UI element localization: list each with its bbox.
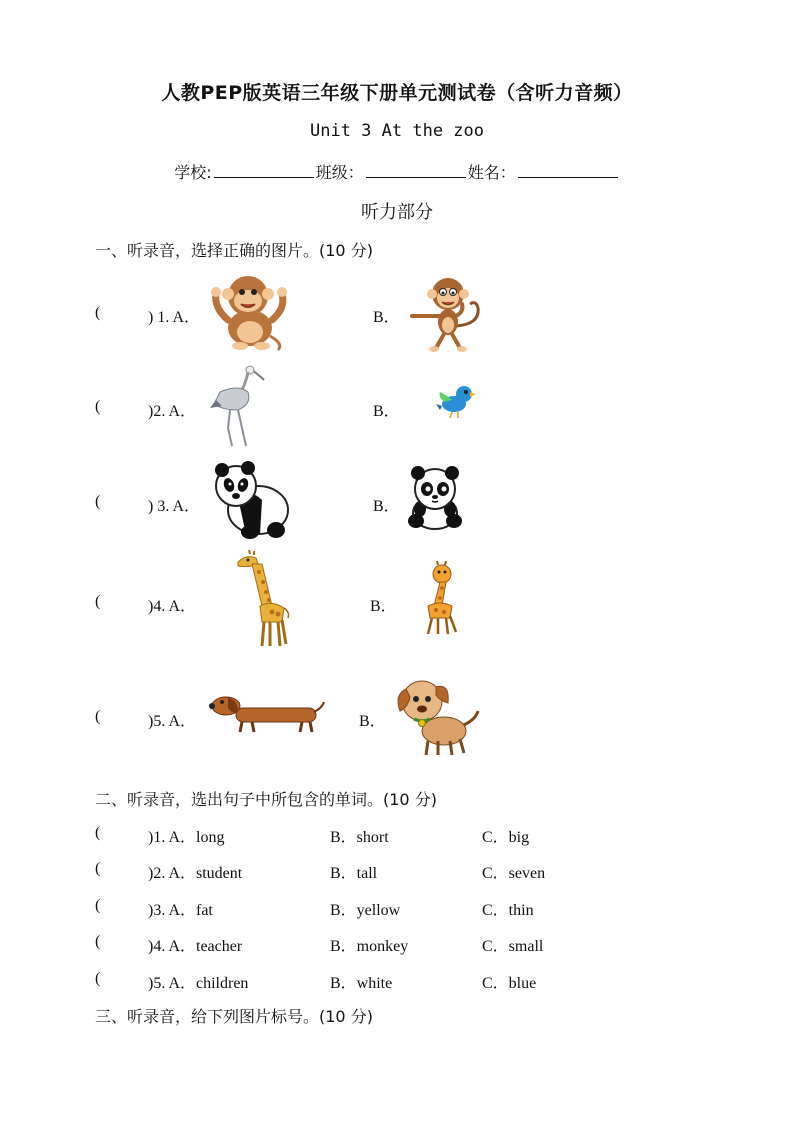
class-label: 班级： xyxy=(315,163,364,182)
word-option-b: B．white xyxy=(330,975,393,992)
word-option-c: C．thin xyxy=(482,902,534,919)
word-option-a: )2. A．student xyxy=(148,865,243,882)
answer-paren[interactable]: ( xyxy=(95,860,101,877)
giraffe-tall-image[interactable] xyxy=(232,550,302,648)
answer-paren[interactable]: ( xyxy=(95,824,101,841)
school-blank[interactable] xyxy=(214,163,314,178)
word-option-c: C．small xyxy=(482,938,544,955)
answer-paren[interactable]: ( xyxy=(95,398,101,415)
word-option-a: )5. A．children xyxy=(148,975,249,992)
word-option-a: )1. A．long xyxy=(148,829,225,846)
listening-part-title: 听力部分 xyxy=(361,202,433,223)
word-option-b: B．yellow xyxy=(330,902,401,919)
page-title: 人教PEP版英语三年级下册单元测试卷（含听力音频） xyxy=(161,82,633,104)
word-option-c: C．blue xyxy=(482,975,537,992)
section1-heading: 一、听录音，选择正确的图片。(10 分) xyxy=(95,241,373,260)
school-label: 学校: xyxy=(174,163,212,182)
word-option-b: B．monkey xyxy=(330,938,409,955)
answer-paren[interactable]: ( xyxy=(95,304,101,321)
class-blank[interactable] xyxy=(366,163,466,178)
name-label: 姓名： xyxy=(467,163,516,182)
word-option-a: )4. A．teacher xyxy=(148,938,243,955)
option-b-label: B． xyxy=(373,498,400,515)
dog-long-image[interactable] xyxy=(208,690,326,738)
crane-tall-image[interactable] xyxy=(208,362,266,448)
answer-paren[interactable]: ( xyxy=(95,933,101,950)
option-b-label: B． xyxy=(370,598,397,615)
question-number: ) 1. A． xyxy=(148,309,201,326)
question-number: )4. A． xyxy=(148,598,197,615)
answer-paren[interactable]: ( xyxy=(95,897,101,914)
dog-short-image[interactable] xyxy=(392,675,480,757)
section3-heading: 三、听录音，给下列图片标号。(10 分) xyxy=(95,1007,373,1026)
question-number: )5. A． xyxy=(148,713,197,730)
answer-paren[interactable]: ( xyxy=(95,593,101,610)
giraffe-short-image[interactable] xyxy=(412,562,468,636)
section2-heading: 二、听录音，选出句子中所包含的单词。(10 分) xyxy=(95,790,437,809)
word-option-b: B．tall xyxy=(330,865,378,882)
answer-paren[interactable]: ( xyxy=(95,493,101,510)
panda-big-image[interactable] xyxy=(210,458,290,540)
panda-small-image[interactable] xyxy=(404,465,466,531)
monkey-fat-image[interactable] xyxy=(206,270,290,352)
word-option-b: B．short xyxy=(330,829,389,846)
bird-small-image[interactable] xyxy=(436,380,476,420)
option-b-label: B． xyxy=(373,309,400,326)
option-b-label: B． xyxy=(359,713,386,730)
word-option-a: )3. A．fat xyxy=(148,902,213,919)
answer-paren[interactable]: ( xyxy=(95,970,101,987)
student-info-line xyxy=(0,160,794,183)
option-b-label: B． xyxy=(373,403,400,420)
question-number: ) 3. A． xyxy=(148,498,201,515)
name-blank[interactable] xyxy=(518,163,618,178)
word-option-c: C．big xyxy=(482,829,530,846)
word-option-c: C．seven xyxy=(482,865,546,882)
monkey-thin-image[interactable] xyxy=(404,272,488,352)
unit-title: Unit 3 At the zoo xyxy=(310,121,484,141)
answer-paren[interactable]: ( xyxy=(95,708,101,725)
question-number: )2. A． xyxy=(148,403,197,420)
